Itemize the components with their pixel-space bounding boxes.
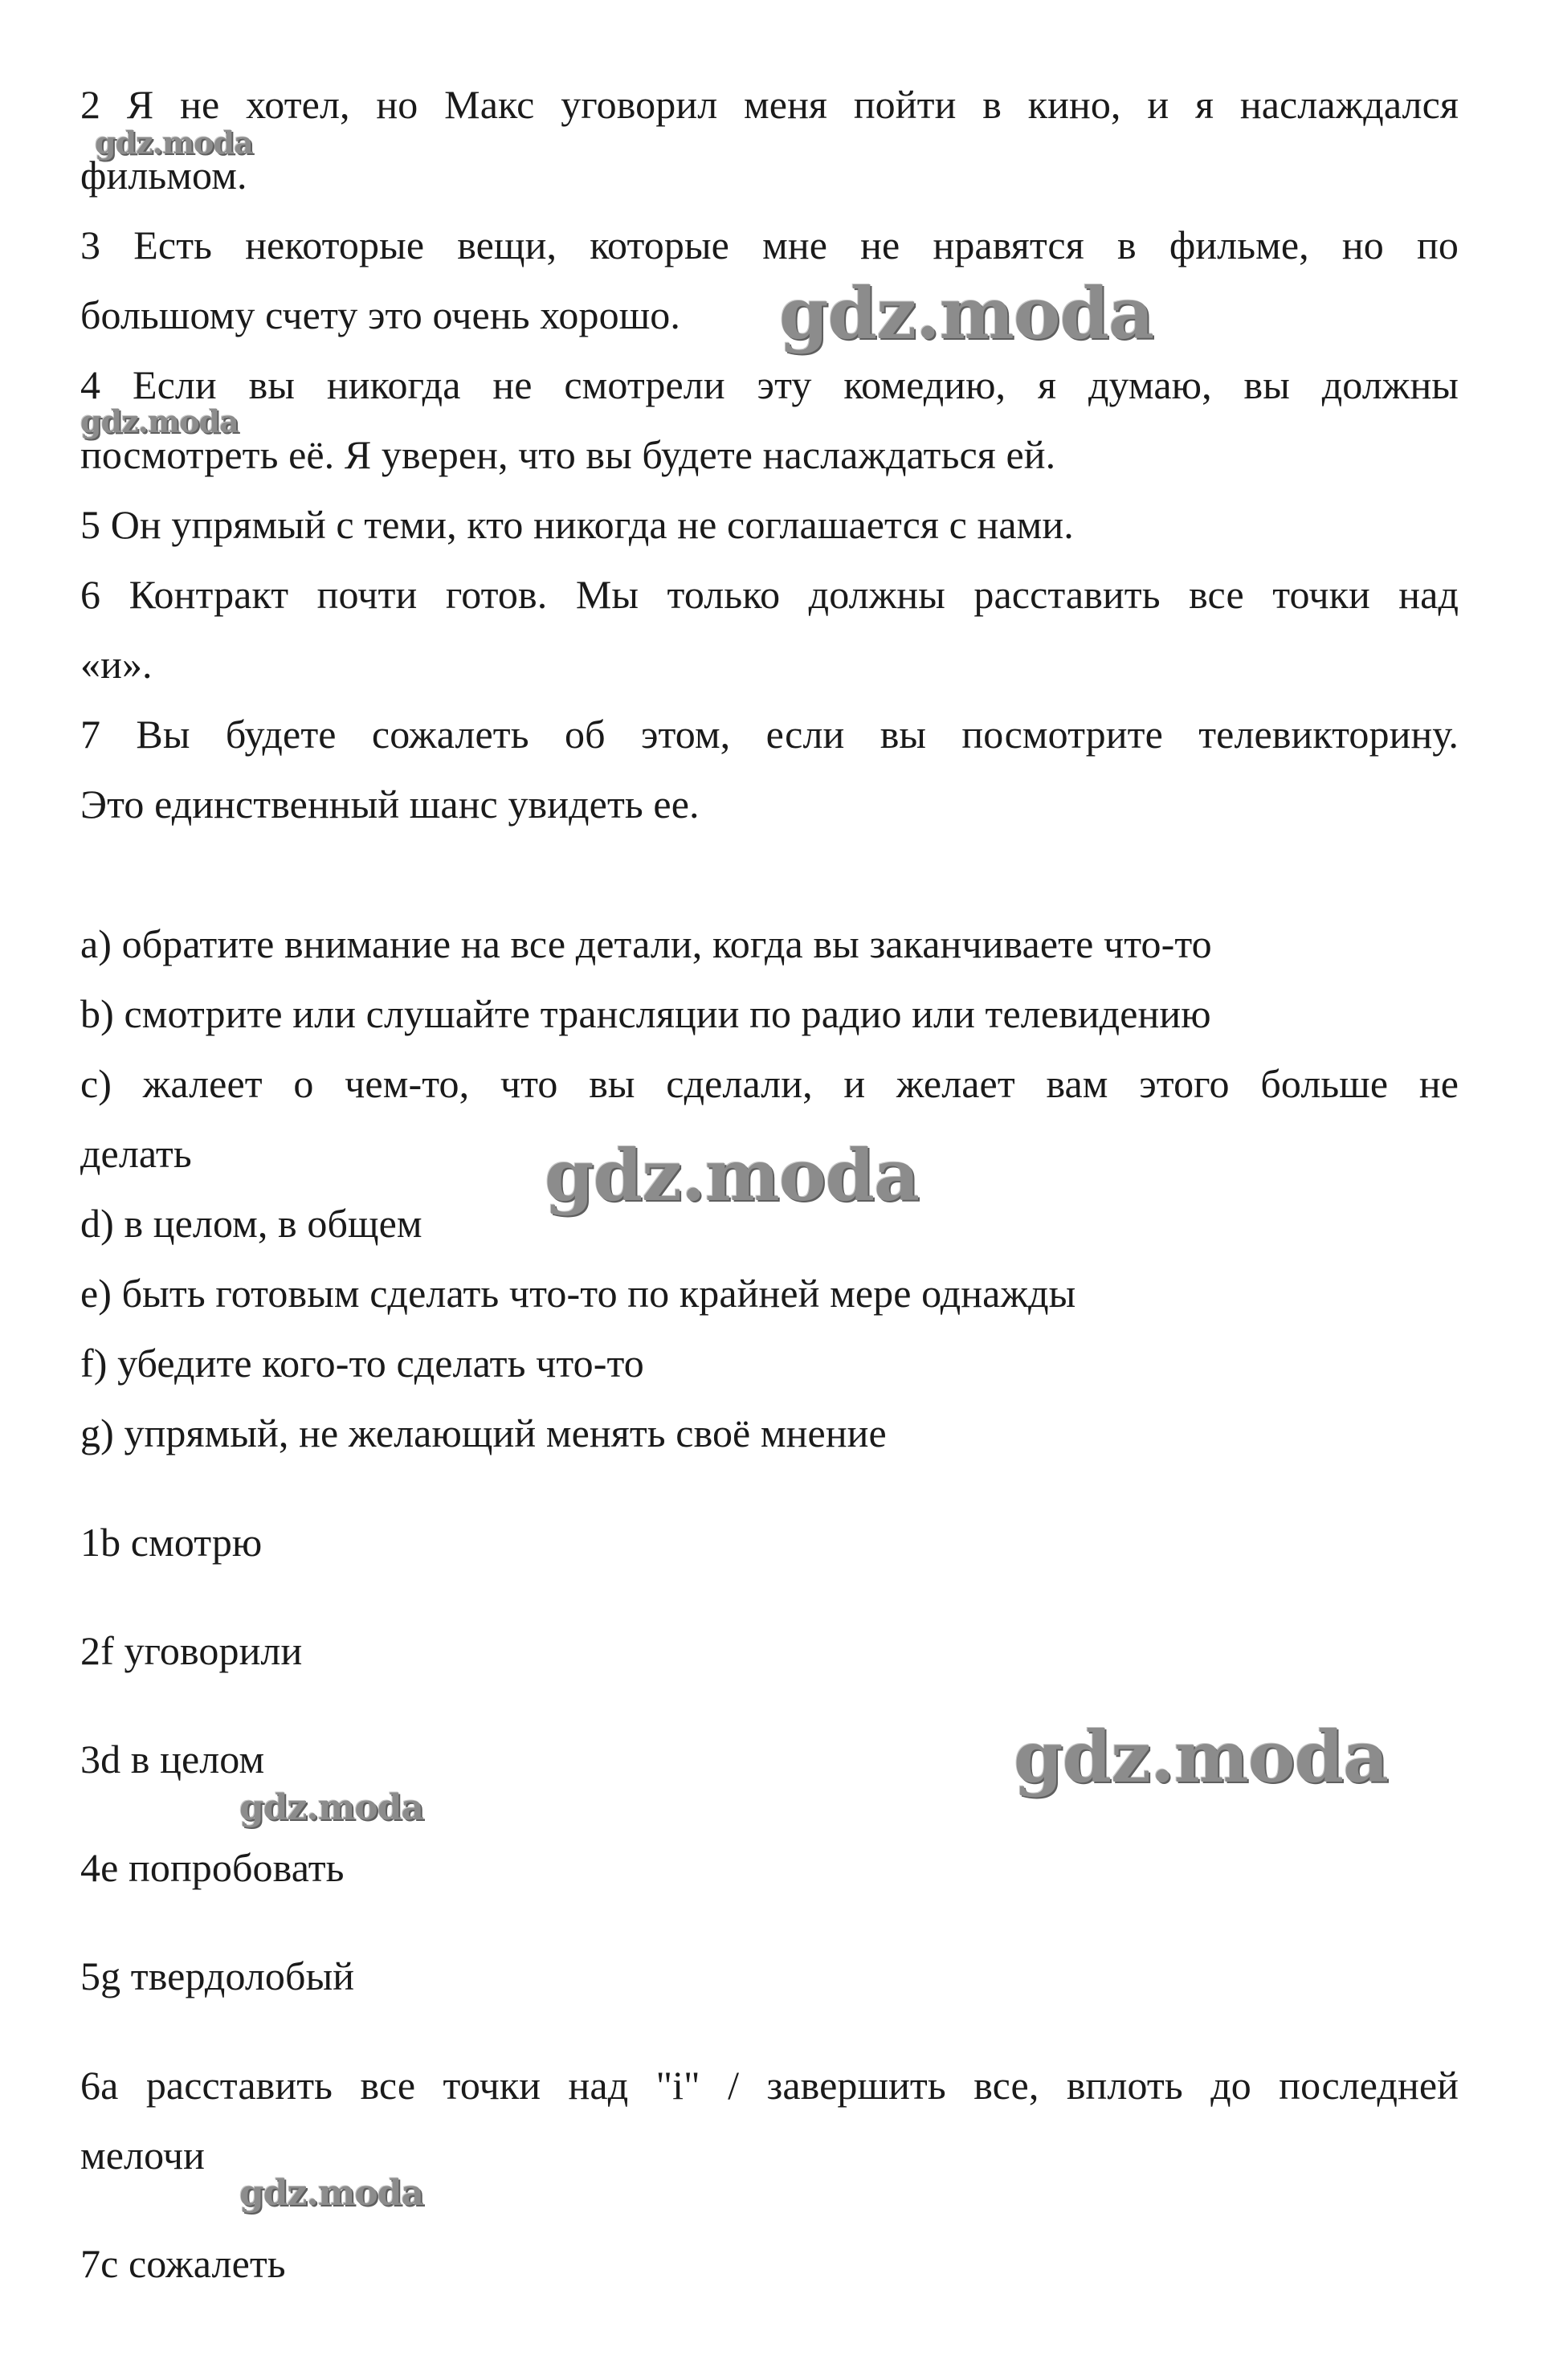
sentence-7-line-1: 7 Вы будете сожалеть об этом, если вы посмотрите телевикторину.: [80, 712, 1459, 757]
sentence-7-line-2: Это единственный шанс увидеть ее.: [80, 782, 700, 827]
watermark: gdz.moda: [779, 271, 1154, 355]
sentence-6-line-1: 6 Контракт почти готов. Мы только должны расставить все точки над: [80, 572, 1459, 617]
sentence-4-line-2: посмотреть её. Я уверен, что вы будете наслаждаться ей.: [80, 432, 1056, 477]
watermark: gdz.moda: [545, 1133, 920, 1217]
sentence-4-line-1: 4 Если вы никогда не смотрели эту комедию, я думаю, вы должны: [80, 362, 1459, 407]
answer-3: 3d в целом: [80, 1737, 265, 1782]
watermark: gdz.moda: [80, 403, 239, 439]
watermark: gdz.moda: [1014, 1715, 1389, 1798]
sentence-3-line-2: большому счету это очень хорошо.: [80, 292, 680, 337]
answer-6-line-1: 6a расставить все точки над "i" / завершить все, вплоть до последней: [80, 2063, 1459, 2108]
definition-c-line-1: c) жалеет о чем-то, что вы сделали, и желает вам этого больше не: [80, 1061, 1459, 1106]
definition-g: g) упрямый, не желающий менять своё мнение: [80, 1410, 887, 1455]
sentence-3-line-1: 3 Есть некоторые вещи, которые мне не нравятся в фильме, но по: [80, 222, 1459, 267]
definition-b: b) смотрите или слушайте трансляции по радио или телевидению: [80, 991, 1211, 1036]
sentence-6-line-2: «и».: [80, 642, 153, 687]
answer-6-line-2: мелочи: [80, 2133, 205, 2178]
definition-a: a) обратите внимание на все детали, когда вы заканчиваете что-то: [80, 921, 1212, 966]
sentence-5-line-1: 5 Он упрямый с теми, кто никогда не соглашается с нами.: [80, 502, 1074, 547]
watermark: gdz.moda: [239, 2173, 424, 2214]
definition-f: f) убедите кого-то сделать что-то: [80, 1341, 644, 1386]
answer-4: 4e попробовать: [80, 1845, 345, 1890]
definition-c-line-2: делать: [80, 1131, 192, 1176]
answer-7: 7c сожалеть: [80, 2241, 286, 2286]
answer-1: 1b смотрю: [80, 1520, 263, 1565]
answer-2: 2f уговорили: [80, 1628, 303, 1673]
sentence-2-line-2: фильмом.: [80, 153, 247, 198]
answer-5: 5g твердолобый: [80, 1953, 355, 1998]
definition-d: d) в целом, в общем: [80, 1201, 422, 1246]
sentence-2-line-1: 2 Я не хотел, но Макс уговорил меня пойти в кино, и я наслаждался: [80, 82, 1459, 127]
definition-e: e) быть готовым сделать что-то по крайней мере однажды: [80, 1271, 1076, 1316]
watermark: gdz.moda: [95, 125, 253, 161]
watermark: gdz.moda: [239, 1787, 424, 1828]
